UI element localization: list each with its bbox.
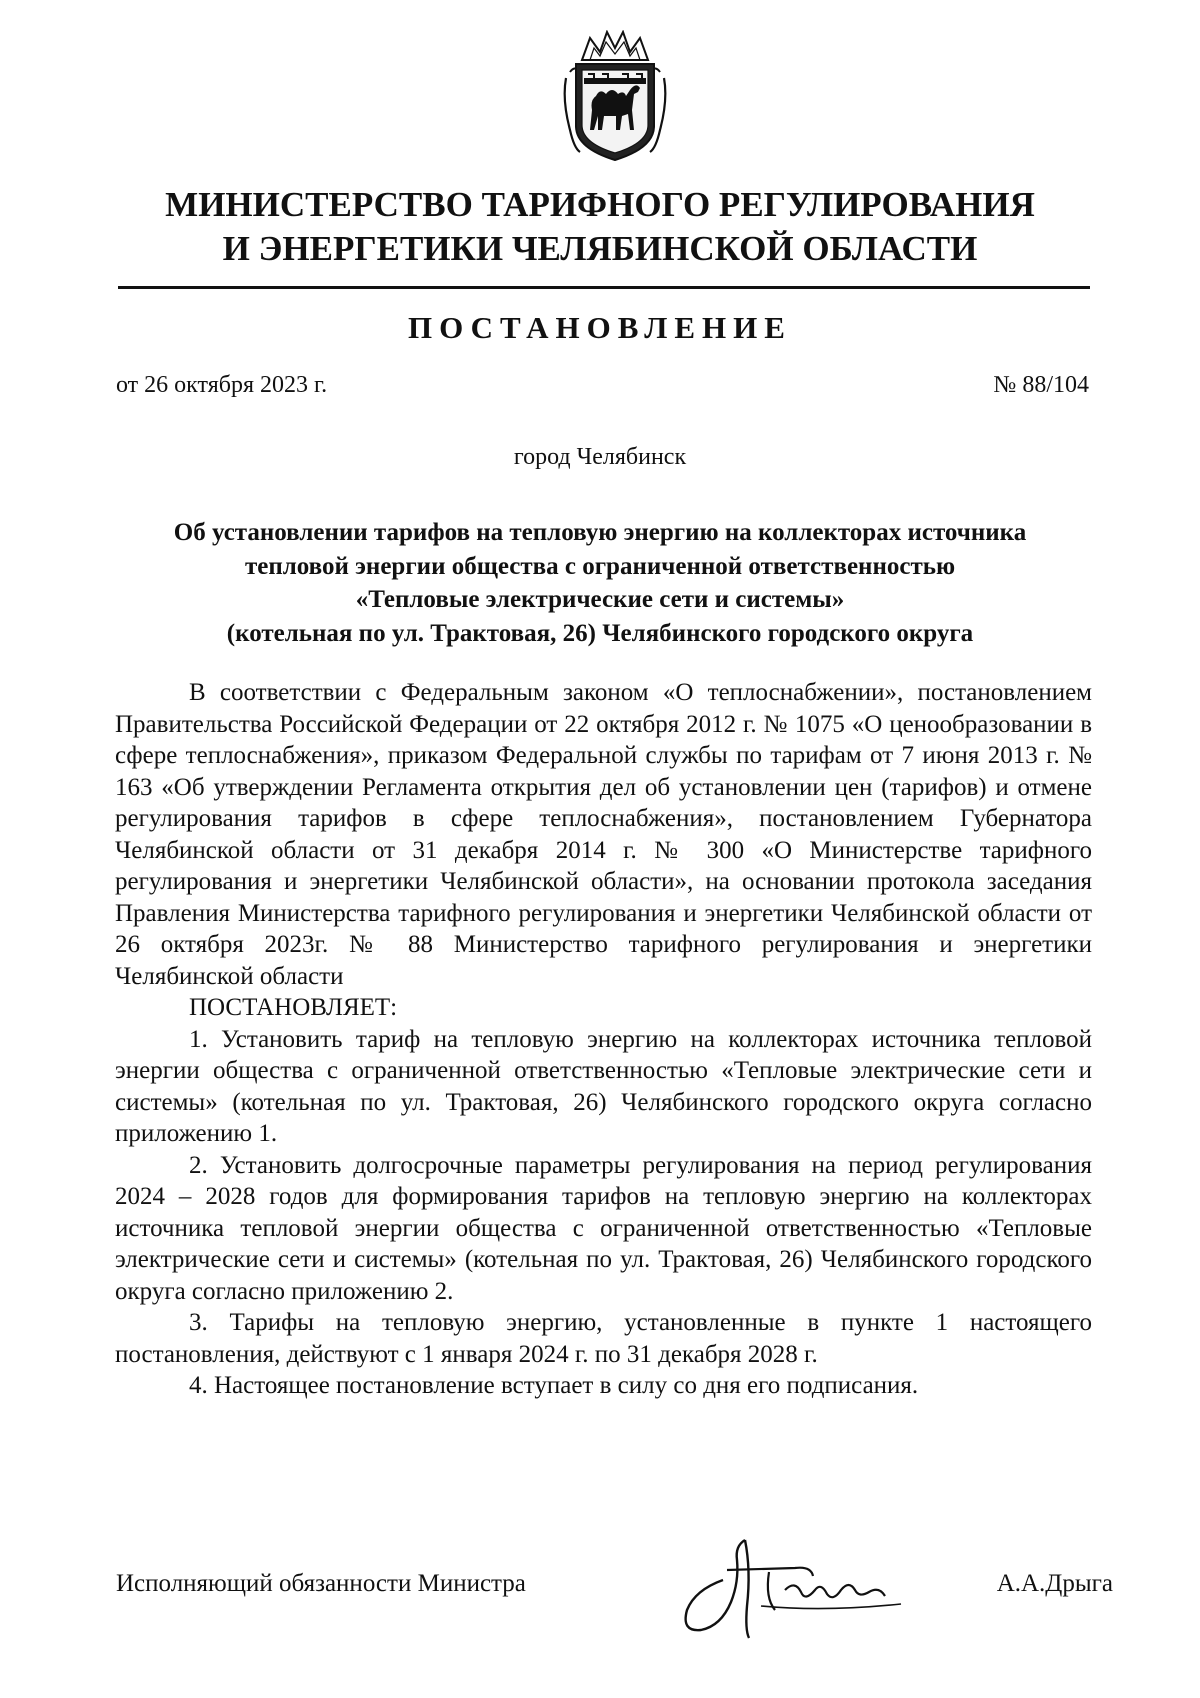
decree-body <box>115 677 1092 1402</box>
decree-number: № 88/104 <box>993 372 1089 398</box>
subject-line: Об установлении тарифов на тепловую энергию на коллекторах источника <box>173 519 1027 546</box>
document-type: ПОСТАНОВЛЕНИЕ <box>408 310 792 345</box>
ministry-name-line1: МИНИСТЕРСТВО ТАРИФНОГО РЕГУЛИРОВАНИЯ <box>165 185 1035 224</box>
coat-of-arms-icon <box>560 30 670 165</box>
subject-line: «Тепловые электрические сети и системы» <box>355 586 845 613</box>
signatory-title: Исполняющий обязанности Министра <box>116 1570 526 1597</box>
subject-line: тепловой энергии общества с ограниченной ответственностью <box>244 552 956 580</box>
ministry-name-line2: И ЭНЕРГЕТИКИ ЧЕЛЯБИНСКОЙ ОБЛАСТИ <box>222 229 978 268</box>
header-divider <box>118 286 1090 289</box>
resolves-heading: ПОСТАНОВЛЯЕТ: <box>189 994 398 1021</box>
signatory-name: А.А.Дрыга <box>996 1570 1113 1597</box>
item-paragraph-3: 3. Тарифы на тепловую энергию, установленные в пункте 1 настоящего постановления, действуют с 1 января 2024 г. по 31 декабря 2028 г. <box>115 1309 1092 1368</box>
ministry-name <box>60 183 1140 271</box>
handwritten-signature-icon <box>665 1510 925 1650</box>
decree-date: от 26 октября 2023 г. <box>116 372 328 398</box>
decree-city: город Челябинск <box>513 444 687 470</box>
decree-subject <box>100 516 1100 650</box>
item-paragraph-2: 2. Установить долгосрочные параметры регулирования на период регулирования 2024 – 2028 годов для формирования тарифов на тепловую энергию на коллекторах источника тепловой энергии общества с ограниченной ответственностью «Тепловые электрические сети и системы» (котельная по ул. Трактовая, 26) Челябинского городского округа согласно приложению 2. <box>115 1151 1092 1305</box>
subject-line: (котельная по ул. Трактовая, 26) Челябинского городского округа <box>226 619 974 647</box>
preamble-paragraph: В соответствии с Федеральным законом «О теплоснабжении», постановлением Правительства Российской Федерации от 22 октября 2012 г. № 1075 «О ценообразовании в сфере теплоснабжения», приказом Федеральной службы по тарифам от 7 июня 2013 г. № 163 «Об утверждении Регламента открытия дел об установлении цен (тарифов) и отмене регулирования тарифов в сфере теплоснабжения», постановлением Губернатора Челябинской области от 31 декабря 2014 г. № 300 «О Министерстве тарифного регулирования и энергетики Челябинской области», на основании протокола заседания Правления Министерства тарифного регулирования и энергетики Челябинской области от 26 октября 2023г. № 88 Министерство тарифного регулирования и энергетики Челябинской области <box>115 679 1092 990</box>
item-paragraph-4: 4. Настоящее постановление вступает в силу со дня его подписания. <box>189 1372 919 1399</box>
item-paragraph-1: 1. Установить тариф на тепловую энергию на коллекторах источника тепловой энергии общества с ограниченной ответственностью «Тепловые электрические сети и системы» (котельная по ул. Трактовая, 26) Челябинского городского округа согласно приложению 1. <box>115 1025 1092 1147</box>
